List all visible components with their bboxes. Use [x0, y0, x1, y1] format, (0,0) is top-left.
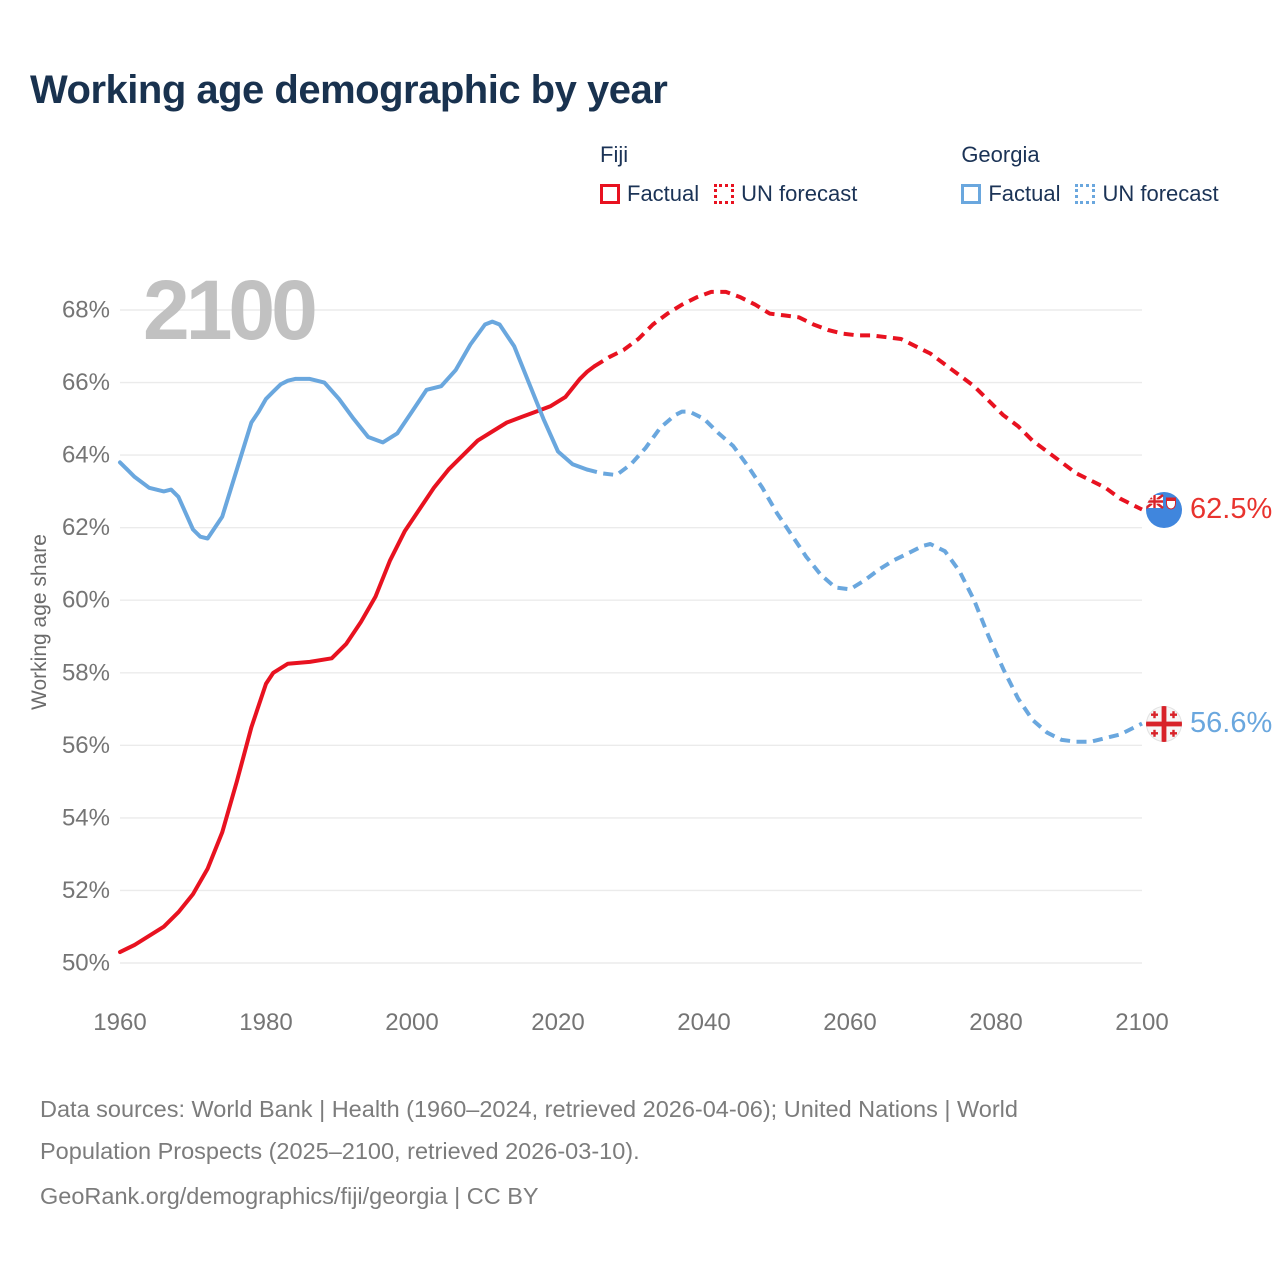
x-tick-label: 2040 — [677, 1009, 731, 1036]
y-axis-title: Working age share — [28, 534, 51, 710]
y-tick-label: 62% — [61, 514, 110, 542]
legend-group-georgia-header: Georgia — [961, 142, 1040, 167]
y-tick-label: 66% — [61, 369, 110, 397]
data-sources — [40, 1088, 1018, 1217]
x-tick-label: 2060 — [823, 1009, 877, 1036]
x-tick-label: 1980 — [239, 1009, 293, 1036]
x-tick-label: 1960 — [93, 1009, 147, 1036]
y-tick-label: 58% — [61, 659, 110, 687]
y-tick-label: 68% — [61, 296, 110, 324]
georgia-flag-icon — [1146, 706, 1182, 742]
source-attribution-link: GeoRank.org/demographics/fiji/georgia | CC BY — [40, 1183, 539, 1209]
legend-group-fiji-header: Fiji — [600, 142, 629, 167]
x-tick-label: 2000 — [385, 1009, 439, 1036]
legend-item-label: Factual — [627, 181, 700, 206]
source-line: Data sources: World Bank | Health (1960–2024, retrieved 2026-04-06); United Nations | World — [40, 1096, 1018, 1122]
x-tick-label: 2100 — [1115, 1009, 1169, 1036]
y-tick-label: 64% — [61, 441, 110, 469]
georgia-end-value: 56.6% — [1190, 707, 1273, 740]
fiji-end-value: 62.5% — [1190, 493, 1273, 526]
year-watermark: 2100 — [143, 263, 314, 357]
series-line-fiji-factual — [120, 366, 595, 952]
x-tick-label: 2080 — [969, 1009, 1023, 1036]
series-line-georgia-un-forecast — [587, 412, 1142, 742]
y-tick-label: 52% — [61, 876, 110, 904]
y-tick-label: 60% — [61, 586, 110, 614]
source-line: Population Prospects (2025–2100, retrieved 2026-03-10). — [40, 1138, 640, 1164]
fiji-end-label — [1146, 492, 1272, 528]
fiji-flag-icon — [1146, 492, 1182, 528]
y-tick-label: 54% — [61, 804, 110, 832]
y-tick-label: 50% — [61, 949, 110, 977]
page-title: Working age demographic by year — [30, 68, 668, 112]
y-tick-label: 56% — [61, 731, 110, 759]
legend-item-label: UN forecast — [741, 181, 858, 206]
georgia-end-label — [1146, 706, 1272, 742]
series-line-fiji-un-forecast — [595, 292, 1143, 510]
x-tick-label: 2020 — [531, 1009, 585, 1036]
legend-item-label: Factual — [988, 181, 1061, 206]
legend-item-label: UN forecast — [1102, 181, 1219, 206]
